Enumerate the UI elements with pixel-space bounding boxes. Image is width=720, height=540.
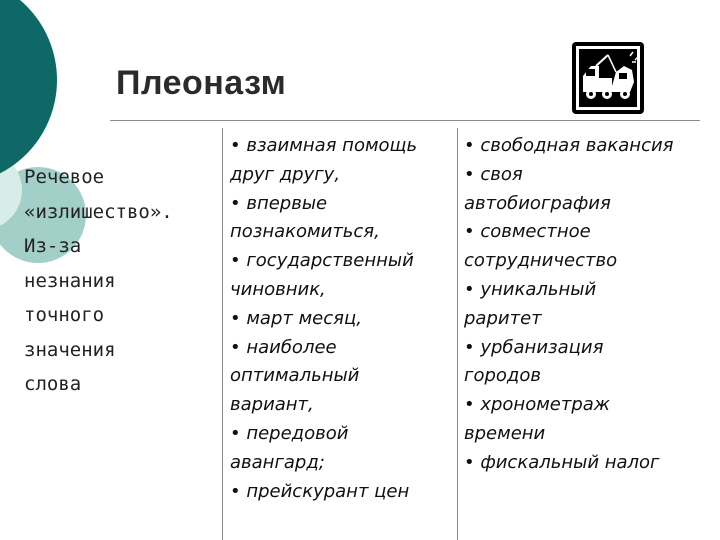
example-line: раритет [464,307,542,329]
example-line: сотрудничество [464,250,618,272]
example-line: • свободная вакансия [464,135,674,156]
left-line: значения [24,338,116,361]
slide-title: Плеоназм [116,64,287,102]
example-line: • впервые [230,192,328,214]
left-line: незнания [24,269,116,292]
example-line: • передовой [230,422,349,444]
example-line: • уникальный [464,278,597,300]
column-divider [222,128,223,540]
example-line: времени [464,422,546,444]
tow-truck-icon [572,42,644,114]
example-line: • наиболее [230,336,337,358]
example-line: • прейскурант цен [230,480,410,502]
examples-column-1 [230,132,455,506]
example-line: чиновник, [230,278,326,300]
example-line: • государственный [230,250,414,272]
left-line: Речевое [24,166,105,188]
example-line: • фискальный налог [464,451,660,473]
left-line: «излишество». [24,200,173,223]
left-description [24,160,224,402]
examples-column-2 [464,132,714,478]
example-line: • взаимная помощь [230,135,418,156]
left-line: Из-за [24,235,82,257]
title-divider [110,120,700,121]
example-line: • март месяц, [230,307,362,329]
example-line: городов [464,365,541,387]
example-line: вариант, [230,394,314,416]
example-line: познакомиться, [230,221,380,243]
dark-circle [0,0,57,185]
example-line: авангард; [230,451,325,473]
example-line: • своя [464,163,523,185]
example-line: друг другу, [230,163,341,185]
column-divider [457,128,458,540]
left-line: точного [24,304,105,326]
example-line: • урбанизация [464,336,604,358]
example-line: оптимальный [230,365,360,387]
left-line: слова [24,373,82,395]
example-line: автобиография [464,192,611,214]
example-line: • хронометраж [464,394,611,416]
example-line: • совместное [464,221,591,243]
